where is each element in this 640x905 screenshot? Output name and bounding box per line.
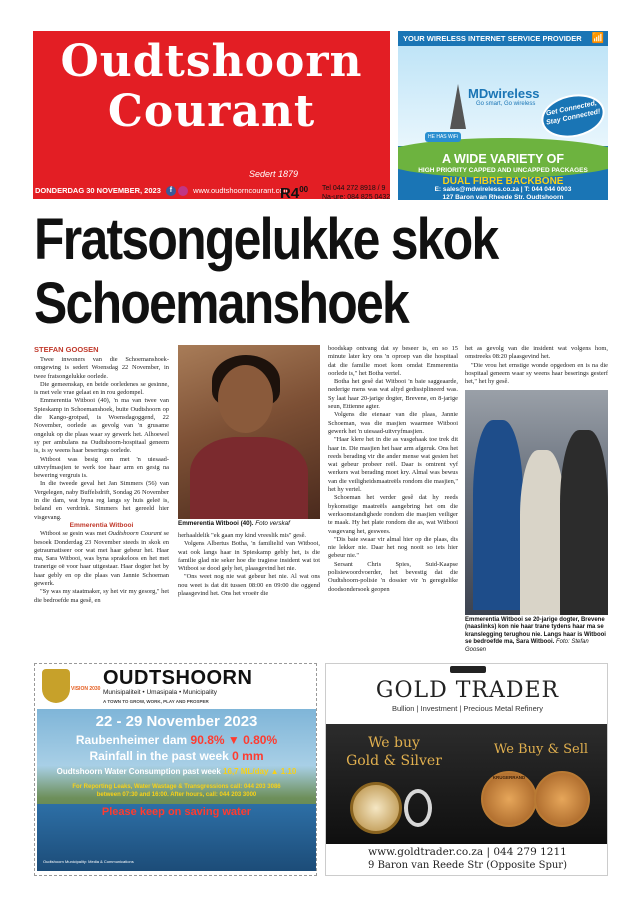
krugerrand-coin-icon	[534, 771, 590, 827]
instagram-icon[interactable]	[178, 186, 188, 196]
paragraph: Twee inwoners van die Schoemanshoek-omgewing is sedert Woensdag 22 November, in twee fratsongelukke oorlede.	[34, 356, 169, 380]
municipality-name: OUDTSHOORN	[103, 667, 253, 689]
we-buy-gold: We buy Gold & Silver	[346, 735, 442, 769]
price-rand: R4	[280, 185, 300, 202]
dam-photo	[37, 709, 316, 871]
md-contact	[398, 186, 608, 200]
masthead	[33, 31, 390, 183]
title-line-2: Courant	[107, 86, 316, 137]
paragraph: Volgens Albertus Botha, 'n familielid van Witbooi, wat ook langs haar in Spieskamp gebly het, is die familie glad nie seker hoe die tragiese insident wat tot Witbooi se dood gely het, plaasgevind het nie.	[178, 540, 320, 573]
municipality-footer: Oudtshoorn Municipality: Media & Communications	[43, 859, 134, 864]
paragraph: "Die vrou het ernstige wonde opgedoen en is na die hospitaal geneem waar sy weens haar beserings gesterf het," het hy gesê.	[465, 361, 608, 386]
report-leaks: For Reporting Leaks, Water Wastage & Transgressions call: 044 203 3086 between 07:30 and 16:00. After hours, call: 044 203 3000	[72, 784, 281, 798]
municipality-crest-icon	[42, 669, 70, 703]
mdwireless-ad[interactable]	[398, 31, 608, 200]
headline-line-2: Schoemanshoek	[34, 271, 409, 336]
paragraph: "Ons weet nog nie wat gebeur het nie. Al wat ons nou weet is dat dit tussen 08:00 en 09:00 die oggend plaasgevind het. Ons het vroeër die	[178, 573, 320, 598]
water-consumption: Oudtshoorn Water Consumption past week 16,7 ML/day ▲ 1.10	[56, 767, 297, 776]
gold-trader-name: GOLD TRADER	[375, 678, 560, 703]
byline: STEFAN GOOSEN	[34, 345, 99, 354]
report-dates: 22 - 29 November 2023	[95, 713, 258, 730]
md-tagline: Go smart, Go wireless	[476, 101, 536, 107]
pocket-watch-icon	[350, 782, 402, 834]
photo-caption-2: Emmerentia Witbooi se 20-jarige dogter, Brevene (naaslinks) kon nie haar trane tydens haar ma se kranslegging terughou nie. Langs haar is Witbooi se bedroefde ma, Sara Witbooi. Foto: Stefan Goosen	[465, 617, 606, 653]
md-fibre: DUAL FIBRE BACKBONE	[442, 176, 564, 187]
article-column-2	[178, 532, 320, 655]
paragraph: "Haar klere het in die as vasgehaak toe trek dit haar in. Die masjien het haar arm afgeruk. Ons het reeds berading vir die ander mense wat gesien het wat gebeur probeer reël. Daar is omtrent vyf werkers wat berading moet kry. Almal was bewus van die veiligheidsmaatreëls rondom die masjien," het hy vertel.	[328, 436, 458, 494]
md-logo: MDwireless	[468, 86, 540, 101]
paragraph: het as gevolg van die insident wat volgens hom, omstreeks 08:20 plaasgevind het.	[465, 345, 608, 361]
vision-2030: VISION 2030	[71, 686, 101, 692]
article-column-3	[328, 345, 458, 655]
website-link[interactable]: www.oudtshoorncourant.com	[193, 186, 290, 195]
rainfall: Rainfall in the past week 0 mm	[89, 749, 264, 763]
paragraph: Volgens die eienaar van die plaas, Jannie Schoeman, was die masjien waarmee Witbooi gewerk het 'n uiesaad-uitvryfmasjien.	[328, 411, 458, 435]
dam-level: Raubenheimer dam 90.8% ▼ 0.80%	[75, 733, 278, 747]
photo-emmerentia-witbooi	[178, 345, 320, 519]
tower-icon	[450, 84, 466, 129]
md-top-line: YOUR WIRELESS INTERNET SERVICE PROVIDER	[403, 34, 582, 43]
municipality-ad[interactable]	[34, 663, 317, 876]
gold-trader-ad[interactable]	[325, 663, 608, 876]
after-hours-phone: Na-ure: 084 825 0432	[322, 194, 391, 201]
headline	[34, 208, 619, 336]
since-label: Sedert 1879	[248, 169, 298, 179]
subheading: Emmerentia Witbooi	[69, 521, 134, 529]
paragraph: "Sy was my staatmaker, sy het vir my gesorg," het die bedroefde ma gesê, en	[34, 588, 169, 604]
paragraph: Emmerentia Witbooi (40), 'n ma van twee van Spieskamp in Schoemanshoek, buite Oudtshoorn op die Kango-grotpad, is Woensdagoggend, 22 November, oorlede as gevolg van 'n grusame ongeluk op die plaas waar sy gewerk het. Alhoewel sy per ambulans na Oudtshoorn-hospitaal geneem is, is sy weens haar beserings oorlede.	[34, 397, 169, 455]
paragraph: Botha het gesê dat Witbooi 'n baie saggeaarde, nederige mens was wat altyd gedissiplineerd was. Sy laat haar 20-jarige dogter, Brevene, en 8-jarige seun, Ettienne agter.	[328, 378, 458, 411]
municipality-tagline: A TOWN TO GROW, WORK, PLAY AND PROSPER	[103, 699, 209, 704]
paragraph: Die gemeenskap, en beide oorledenes se gesinne, is met vele vrae gelaat en in rou gedompel.	[34, 380, 169, 397]
ring-icon	[404, 789, 432, 827]
gold-trader-web[interactable]: www.goldtrader.co.za | 044 279 1211	[368, 846, 567, 858]
photo-wreath-laying	[465, 390, 608, 615]
newspaper-title	[33, 37, 390, 137]
telephone: Tel 044 272 8918 / 9	[322, 185, 386, 192]
md-headline: A WIDE VARIETY OF	[442, 152, 564, 166]
contact-info	[322, 184, 390, 202]
md-burst: Get Connected, Stay Connected!	[537, 89, 608, 143]
paragraph: Witbooi was besig om met 'n uiesaad-uitvryfmasjien te werk toe haar arm en gesig na bewering vergruis is.	[34, 455, 169, 480]
paragraph: Sersant Chris Spies, Suid-Kaapse polisiewoordvoerder, het bevestig dat die Oudtshoorn-polisie 'n dossier vir 'n geregtelike doodsondersoek geopen	[328, 560, 458, 593]
bird-sign: HE HAS WiFi	[425, 132, 461, 142]
gold-trader-sub: Bullion | Investment | Precious Metal Refinery	[391, 704, 544, 713]
price-cents: 00	[299, 185, 309, 194]
coin-label: KRUGERRAND	[492, 775, 526, 780]
crest-icon	[450, 666, 486, 673]
md-packages: HIGH PRIORITY CAPPED AND UNCAPPED PACKAGES	[418, 167, 588, 174]
paragraph: boodskap ontvang dat sy beseer is, en so 15 minute later kry ons 'n oproep van die hospitaal dat die familie moet kom omdat Emmerentia oorlede is," het Botha vertel.	[328, 345, 458, 377]
wifi-icon: 📶	[591, 33, 604, 44]
issue-date: DONDERDAG 30 NOVEMBER, 2023	[35, 186, 161, 195]
paragraph: herhaaldelik "ek gaan my kind vreeslik mis" gesê.	[178, 532, 307, 539]
article-column-1	[34, 356, 169, 655]
facebook-icon[interactable]: f	[166, 186, 176, 196]
article-column-4	[465, 345, 608, 387]
gold-trader-address: 9 Baron van Reede Str (Opposite Spur)	[368, 860, 567, 871]
md-email-phone: E: sales@mdwireless.co.za | T: 044 044 0003	[434, 186, 572, 193]
paragraph: Witbooi se gesin was met Oudtshoorn Courant se besoek Donderdag 23 November steeds in skok en getraumatiseer oor wat met haar gebeur het. Haar ma, Sara Witbooi, was byna sprakeloos en het met tranerige oë voor haar uitgestaar. Haar dogter het by haar gebly en op die plaas van Jannie Schoeman gewerk.	[34, 530, 169, 588]
title-line-1: Oudtshoorn	[60, 36, 363, 87]
paragraph: "Dis baie swaar vir almal hier op die plaas, dis nie lekker nie. Daar het nog nooit so iets hier gebeur nie."	[328, 535, 458, 560]
photo-caption-1: Emmerentia Witbooi (40). Foto verskaf	[178, 520, 290, 527]
md-sky	[398, 46, 608, 146]
headline-line-1: Fratsongelukke skok	[34, 207, 498, 272]
save-water: Please keep on saving water	[101, 806, 252, 818]
price	[280, 185, 308, 202]
we-buy-sell: We Buy & Sell	[493, 742, 589, 757]
municipality-sub: Munisipaliteit • Umasipala • Municipality	[103, 689, 218, 696]
md-address: 127 Baron van Rheede Str. Oudtshoorn	[442, 194, 564, 200]
paragraph: Schoeman het verder gesê dat hy reeds bykomstige maatreëls aangebring het om die werksomstandighede rondom die masjien veiliger te maak. Hy het plate rondom die as, wat Witbooi vasgevang het, geswees.	[328, 494, 458, 535]
paragraph: In die tweede geval het Jan Simmers (56) van Vergelegen, naby Buffelsdrift, Sondag 26 November in die dam, wat byna reg langs sy huis geleë is, beland en verdrink. Simmers het gereeld hier visgevang.	[34, 480, 169, 521]
